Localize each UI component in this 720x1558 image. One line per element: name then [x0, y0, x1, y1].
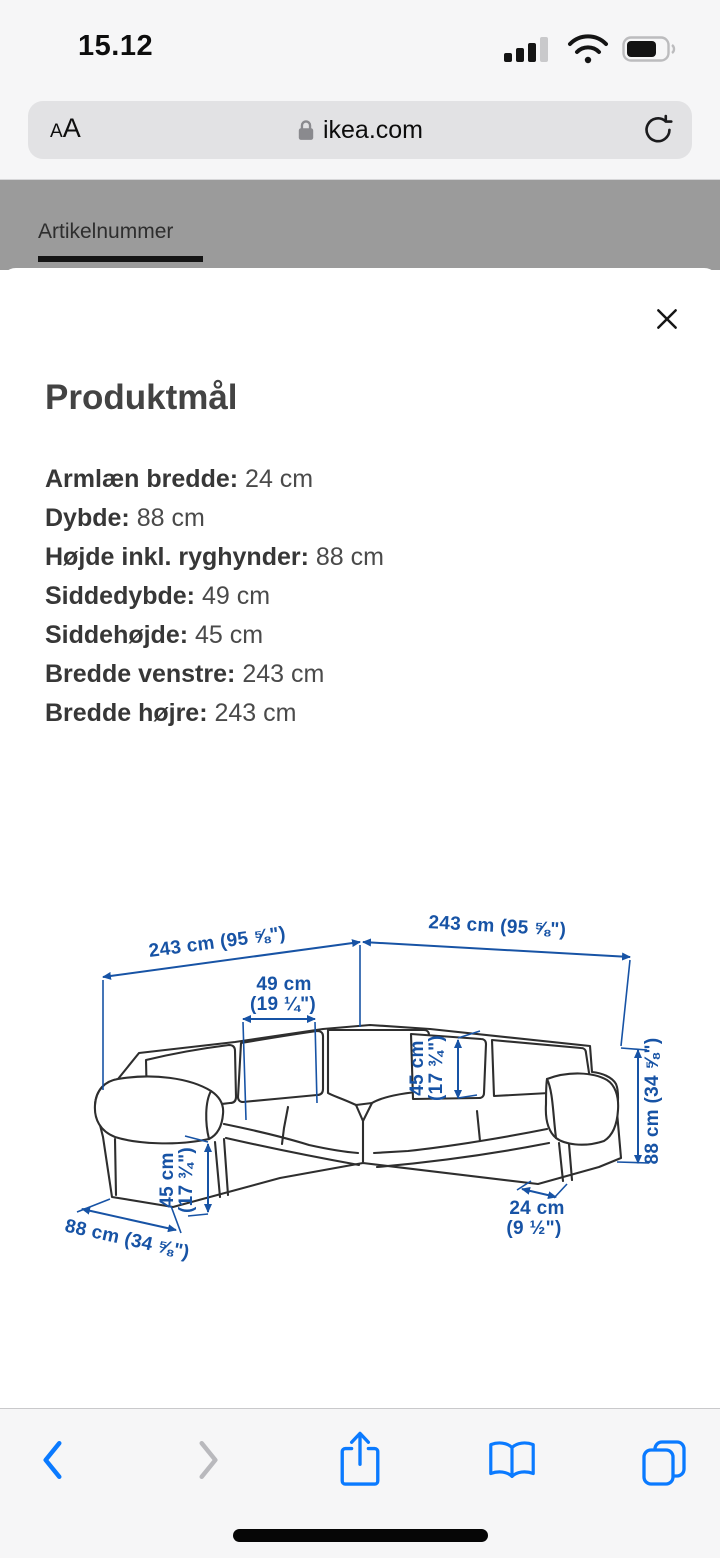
- spec-label: Dybde:: [45, 504, 130, 532]
- cellular-signal-icon: [502, 32, 554, 66]
- wifi-icon: [566, 33, 610, 65]
- tab-artikelnummer[interactable]: Artikelnummer: [38, 220, 174, 243]
- dim-seat-height-left-label-2: (17 ¾"): [176, 1146, 197, 1214]
- spec-label: Bredde venstre:: [45, 660, 236, 688]
- dim-height-right-label: 88 cm (34 ⅝"): [642, 1037, 663, 1165]
- status-time: 15.12: [78, 30, 154, 62]
- spec-value: 243 cm: [242, 660, 325, 688]
- bookmarks-button[interactable]: [485, 1439, 539, 1488]
- dim-depth-left-label: 88 cm (34 ⅝"): [62, 1215, 192, 1264]
- close-button[interactable]: [654, 306, 680, 332]
- spec-label: Højde inkl. ryghynder:: [45, 543, 309, 571]
- url-center: [297, 116, 423, 145]
- status-bar: [0, 0, 720, 95]
- dim-width-left-label: 243 cm (95 ⅝"): [147, 923, 287, 962]
- status-icons: [502, 32, 680, 66]
- chevron-left-icon: [40, 1439, 66, 1481]
- spec-label: Siddedybde:: [45, 582, 196, 610]
- spec-row: [45, 616, 384, 655]
- lock-icon: [297, 118, 315, 142]
- dimmed-page-overlay: [0, 180, 720, 270]
- reader-small-a: A: [50, 121, 63, 142]
- spec-row: [45, 577, 384, 616]
- tabs-button[interactable]: [640, 1439, 688, 1492]
- spec-value: 24 cm: [245, 465, 314, 493]
- spec-value: 243 cm: [214, 699, 297, 727]
- dim-arm-width-label-2: (9 ½"): [506, 1218, 562, 1239]
- share-icon: [337, 1429, 383, 1489]
- spec-list: [45, 460, 384, 733]
- product-dimensions-modal: [0, 268, 720, 1408]
- book-icon: [485, 1439, 539, 1483]
- tab-active-underline: [38, 256, 203, 262]
- spec-row: [45, 655, 384, 694]
- reload-button[interactable]: [642, 114, 674, 151]
- spec-label: Siddehøjde:: [45, 621, 189, 649]
- chevron-right-icon: [195, 1439, 221, 1481]
- safari-toolbar: [0, 1408, 720, 1558]
- page-title: Produktmål: [45, 378, 238, 417]
- reader-big-a: A: [62, 113, 81, 143]
- sofa-dimension-drawing: [25, 900, 695, 1320]
- forward-button[interactable]: [195, 1439, 221, 1486]
- address-bar-area: [0, 95, 720, 180]
- spec-row: [45, 694, 384, 733]
- spec-row: [45, 499, 384, 538]
- close-icon: [654, 306, 680, 332]
- spec-value: 88 cm: [136, 504, 205, 532]
- spec-label: Bredde højre:: [45, 699, 208, 727]
- dim-width-right-label: 243 cm (95 ⅝"): [427, 912, 567, 941]
- spec-value: 45 cm: [195, 621, 264, 649]
- dim-seat-height-center-label-2: (17 ¾"): [426, 1034, 447, 1102]
- battery-icon: [622, 35, 680, 63]
- dim-seat-height-left-label-1: 45 cm: [157, 1152, 178, 1208]
- url-field[interactable]: [28, 101, 692, 159]
- tabs-icon: [640, 1439, 688, 1487]
- dim-arm-width-label-1: 24 cm: [509, 1198, 565, 1219]
- spec-row: [45, 538, 384, 577]
- dim-seat-height-center-label-1: 45 cm: [407, 1040, 428, 1096]
- url-text: ikea.com: [322, 115, 424, 144]
- dim-seat-depth-label-1: 49 cm: [256, 974, 312, 995]
- share-button[interactable]: [337, 1429, 383, 1494]
- reload-icon: [642, 114, 674, 146]
- back-button[interactable]: [40, 1439, 66, 1486]
- dim-seat-depth-label-2: (19 ¼"): [249, 994, 317, 1015]
- spec-value: 88 cm: [315, 543, 384, 571]
- home-indicator[interactable]: [233, 1529, 488, 1542]
- reader-options-button[interactable]: [50, 113, 81, 144]
- spec-row: [45, 460, 384, 499]
- spec-label: Armlæn bredde:: [45, 465, 239, 493]
- spec-value: 49 cm: [201, 582, 271, 610]
